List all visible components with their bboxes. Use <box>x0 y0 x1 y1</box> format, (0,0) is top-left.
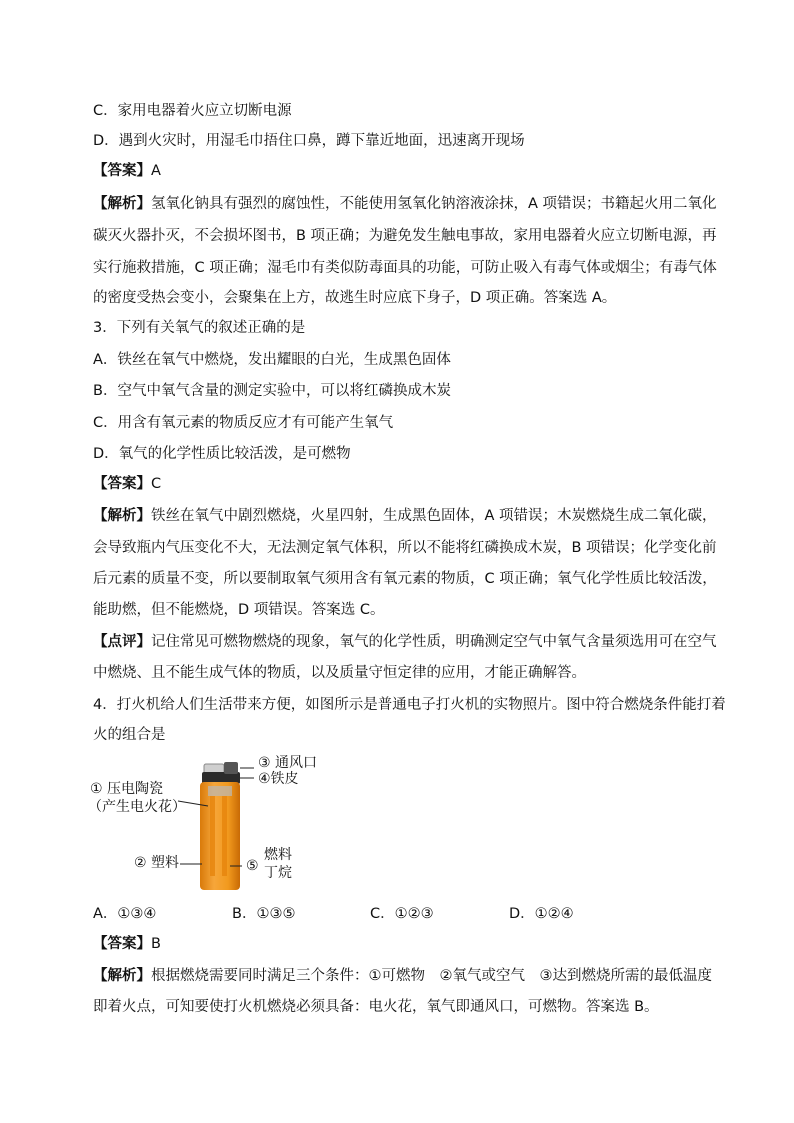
label-plastic: ② 塑料 <box>134 855 180 871</box>
answer-value: A <box>151 163 161 179</box>
answer-tag: 【答案】 <box>93 163 151 179</box>
q4-option-c: C．①②③ <box>370 906 434 922</box>
answer-value: B <box>151 936 161 952</box>
q3-comment-line-1 <box>93 632 717 652</box>
q2-analysis-line-3: 实行施救措施，C 项正确；湿毛巾有类似防毒面具的功能，可防止吸入有毒气体或烟尘；有毒气体 <box>93 260 717 276</box>
q4-option-d: D．①②④ <box>509 906 574 922</box>
answer-tag: 【答案】 <box>93 476 151 492</box>
analysis-tag: 【解析】 <box>93 968 151 984</box>
q2-analysis-line-4: 的密度受热会变小，会聚集在上方，故逃生时应底下身子，D 项正确。答案选 A。 <box>93 290 617 306</box>
answer-tag: 【答案】 <box>93 936 151 952</box>
q3-option-d: D．氧气的化学性质比较活泼，是可燃物 <box>93 446 351 462</box>
q3-analysis-line-4: 能助燃，但不能燃烧，D 项错误。答案选 C。 <box>93 602 385 618</box>
q2-analysis-line-2: 碳灭火器扑灭，不会损坏图书，B 项正确；为避免发生触电事故，家用电器着火应立切断电源，再 <box>93 228 717 244</box>
analysis-text: 铁丝在氧气中剧烈燃烧，火星四射，生成黑色固体，A 项错误；木炭燃烧生成二氧化碳， <box>151 508 717 524</box>
label-iron-sheet: ④铁皮 <box>258 771 299 787</box>
q2-answer <box>93 161 713 181</box>
q4-analysis-line-1 <box>93 966 713 986</box>
analysis-tag: 【解析】 <box>93 508 151 524</box>
label-butane: 丁烷 <box>264 865 292 881</box>
q4-options <box>93 902 713 924</box>
analysis-text: 氢氧化钠具有强烈的腐蚀性，不能使用氢氧化钠溶液涂抹，A 项错误；书籍起火用二氧化 <box>151 196 717 212</box>
q4-analysis-line-2: 即着火点，可知要使打火机燃烧必须具备：电火花，氧气即通风口，可燃物。答案选 B。 <box>93 999 659 1015</box>
q4-stem-line-2: 火的组合是 <box>93 727 166 743</box>
q4-option-a: A．①③④ <box>93 906 157 922</box>
q4-stem-line-1: 4．打火机给人们生活带来方便，如图所示是普通电子打火机的实物照片。图中符合燃烧条件能打着 <box>93 697 726 713</box>
q2-option-c: C．家用电器着火应立切断电源 <box>93 103 292 119</box>
q3-option-b: B．空气中氧气含量的测定实验中，可以将红磷换成木炭 <box>93 383 451 399</box>
label-fuel-number: ⑤ <box>246 858 259 874</box>
label-fuel: 燃料 <box>264 847 292 863</box>
label-piezo: ① 压电陶瓷 <box>90 781 164 797</box>
q4-answer <box>93 934 713 954</box>
q3-analysis-line-3: 后元素的质量不变，所以要制取氧气须用含有氧元素的物质，C 项正确；氧气化学性质比较活泼， <box>93 571 717 587</box>
q3-analysis-line-1 <box>93 506 717 526</box>
lighter-illustration <box>118 756 358 896</box>
q2-option-d: D．遇到火灾时，用湿毛巾捂住口鼻，蹲下靠近地面，迅速离开现场 <box>93 133 525 149</box>
answer-value: C <box>151 476 162 492</box>
label-piezo-note: （产生电火花） <box>88 799 186 815</box>
comment-tag: 【点评】 <box>93 634 151 650</box>
comment-text: 记住常见可燃物燃烧的现象，氧气的化学性质，明确测定空气中氧气含量须选用可在空气 <box>151 634 717 650</box>
q3-stem: 3．下列有关氧气的叙述正确的是 <box>93 320 306 336</box>
lighter-figure <box>88 755 358 896</box>
q3-comment-line-2: 中燃烧、且不能生成气体的物质，以及质量守恒定律的应用，才能正确解答。 <box>93 665 586 681</box>
label-vent: ③ 通风口 <box>258 755 318 771</box>
q3-answer <box>93 474 713 494</box>
q3-option-c: C．用含有氧元素的物质反应才有可能产生氧气 <box>93 415 394 431</box>
analysis-text: 根据燃烧需要同时满足三个条件：①可燃物 ②氧气或空气 ③达到燃烧所需的最低温度 <box>151 968 712 984</box>
q4-option-b: B．①③⑤ <box>232 906 296 922</box>
q2-analysis-line-1 <box>93 194 717 214</box>
q3-option-a: A．铁丝在氧气中燃烧，发出耀眼的白光，生成黑色固体 <box>93 352 451 368</box>
analysis-tag: 【解析】 <box>93 196 151 212</box>
q3-analysis-line-2: 会导致瓶内气压变化不大，无法测定氧气体积，所以不能将红磷换成木炭，B 项错误；化学变化前 <box>93 540 717 556</box>
